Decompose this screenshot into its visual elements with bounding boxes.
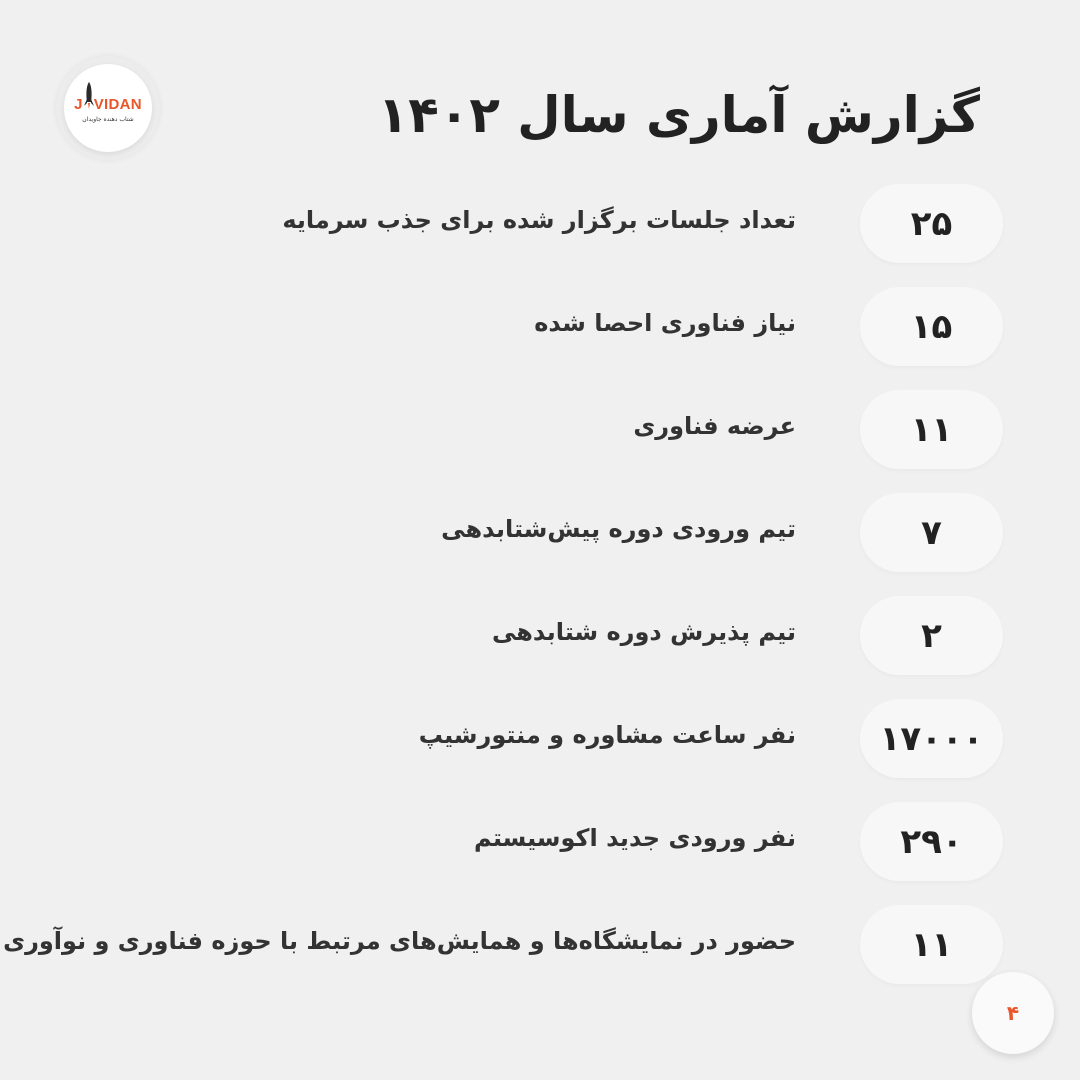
stat-row <box>0 905 1080 985</box>
logo-word-rest: VIDAN <box>93 96 142 113</box>
stat-label: نفر ساعت مشاوره و منتورشیپ <box>418 721 796 749</box>
logo-subtitle: شتاب دهنده جاویدان <box>82 116 134 123</box>
page-number-badge: ۴ <box>972 972 1054 1054</box>
stat-row <box>0 596 1080 676</box>
stat-value: ۱۱ <box>860 390 1003 469</box>
stat-row <box>0 493 1080 573</box>
stat-value: ۱۷۰۰۰ <box>860 699 1003 778</box>
stat-row <box>0 699 1080 779</box>
stat-label: حضور در نمایشگاه‌ها و همایش‌های مرتبط با حوزه فناوری و نوآوری <box>3 927 796 955</box>
stat-row <box>0 802 1080 882</box>
stat-label: تیم پذیرش دوره شتابدهی <box>491 618 796 646</box>
stat-value: ۷ <box>860 493 1003 572</box>
stat-value: ۲ <box>860 596 1003 675</box>
stat-label: نفر ورودی جدید اکوسیستم <box>474 824 796 852</box>
stat-row <box>0 287 1080 367</box>
stat-row <box>0 184 1080 264</box>
logo-circle <box>64 64 152 152</box>
stat-label: تیم ورودی دوره پیش‌شتابدهی <box>441 515 796 543</box>
stat-value: ۲۵ <box>860 184 1003 263</box>
logo-wordmark <box>64 96 152 113</box>
stat-label: عرضه فناوری <box>633 412 796 440</box>
stat-value: ۱۱ <box>860 905 1003 984</box>
stat-label: تعداد جلسات برگزار شده برای جذب سرمایه <box>282 206 796 234</box>
stat-value: ۱۵ <box>860 287 1003 366</box>
logo-word-first: J <box>74 96 83 113</box>
stat-value: ۲۹۰ <box>860 802 1003 881</box>
page-title: گزارش آماری سال ۱۴۰۲ <box>377 86 980 144</box>
logo <box>56 56 160 160</box>
stat-row <box>0 390 1080 470</box>
stat-label: نیاز فناوری احصا شده <box>534 309 796 337</box>
